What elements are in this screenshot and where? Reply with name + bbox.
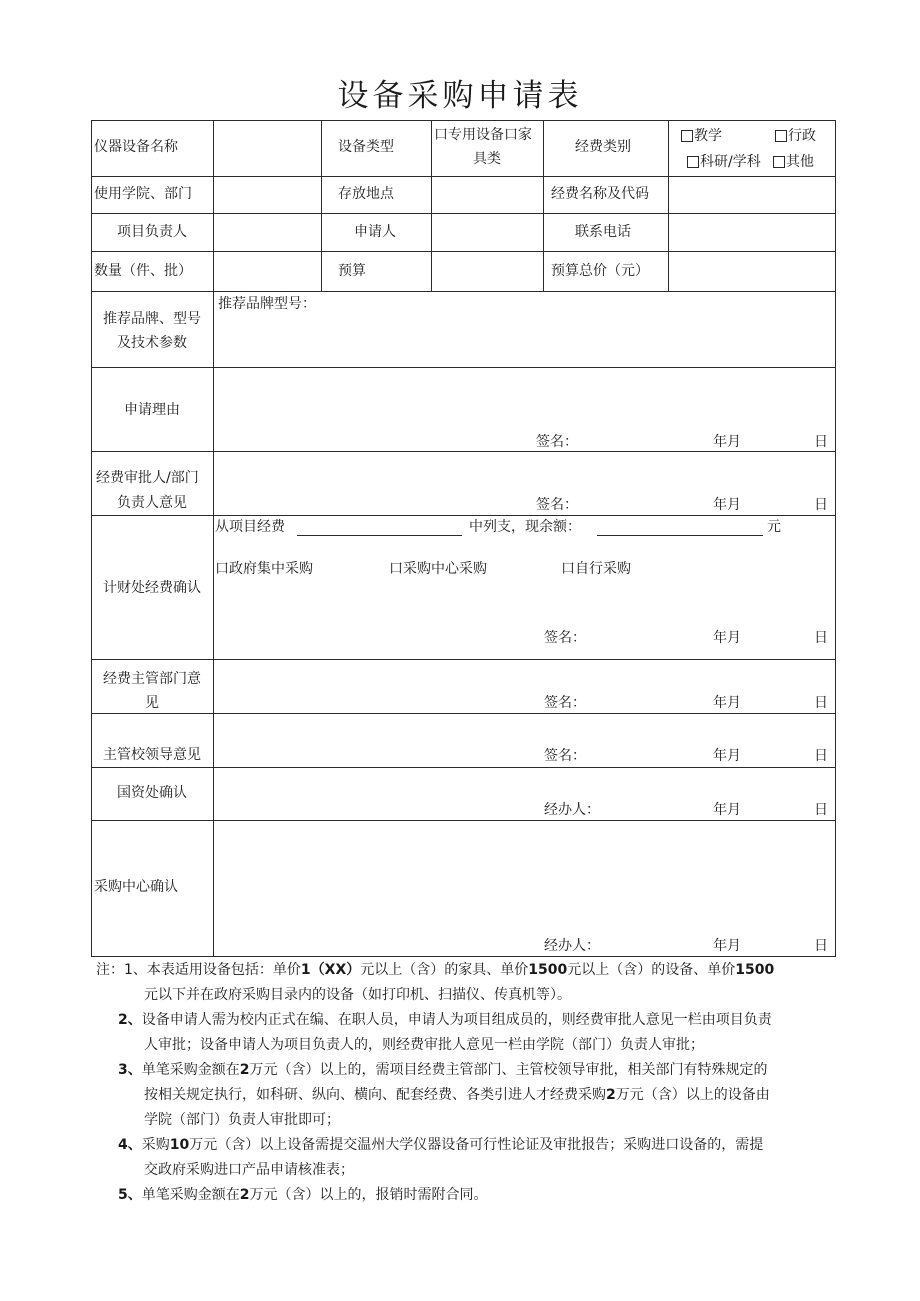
device-type-option-line2: 具类 <box>473 151 501 167</box>
device-type-option-line1[interactable]: 口专用设备口家 <box>434 127 532 143</box>
signature-label: 签名： <box>544 748 586 764</box>
leader-label: 主管校领导意见 <box>103 747 201 763</box>
funding-type-label: 经费类别 <box>575 139 631 155</box>
signature-label: 签名： <box>536 434 578 450</box>
budget-input[interactable] <box>432 252 543 291</box>
proc-center-input[interactable] <box>214 821 835 931</box>
proc-option-government[interactable]: 口政府集中采购 <box>215 561 313 577</box>
checkbox-icon[interactable] <box>773 156 785 168</box>
fund-name-input[interactable] <box>669 177 835 213</box>
date-day: 日 <box>814 497 828 513</box>
note-1-line1: 注：1、本表适用设备包括：单价1（XX）元以上（含）的家具、单价1500元以上（含）的设备、单价1500 <box>96 962 775 978</box>
budget-total-label: 预算总价（元） <box>551 263 649 279</box>
brand-label-line2: 及技术参数 <box>117 335 187 351</box>
column-divider <box>543 120 544 292</box>
finance-from-project: 从项目经费 <box>215 519 285 535</box>
brand-input[interactable] <box>214 314 835 367</box>
dept-label-line1: 经费主管部门意 <box>103 671 201 687</box>
note-3-line3: 学院（部门）负责人审批即可； <box>144 1112 340 1128</box>
brand-field-hint: 推荐品牌型号： <box>218 296 316 312</box>
project-leader-input[interactable] <box>214 214 321 251</box>
date-year-month: 年月 <box>713 802 741 818</box>
date-year-month: 年月 <box>713 630 741 646</box>
table-border-right <box>835 120 836 957</box>
note-3-line2: 按相关规定执行，如科研、纵向、横向、配套经费、各类引进人才经费采购2万元（含）以上的设备由 <box>144 1087 770 1103</box>
reason-input[interactable] <box>214 368 835 428</box>
row-divider <box>91 515 836 516</box>
checkbox-icon[interactable] <box>687 156 699 168</box>
date-day: 日 <box>814 748 828 764</box>
location-input[interactable] <box>432 177 543 213</box>
signature-label: 签名： <box>536 497 578 513</box>
signature-label: 签名： <box>544 695 586 711</box>
fund-option-research[interactable]: 科研/学科 <box>687 153 761 171</box>
fund-option-other[interactable]: 其他 <box>773 153 814 171</box>
budget-label: 预算 <box>338 263 366 279</box>
date-day: 日 <box>814 630 828 646</box>
fund-name-label: 经费名称及代码 <box>551 186 649 202</box>
phone-label: 联系电话 <box>575 224 631 240</box>
finance-currency: 元 <box>767 519 781 535</box>
college-label: 使用学院、部门 <box>94 186 192 202</box>
column-divider <box>321 120 322 292</box>
note-2-line2: 人审批；设备申请人为项目负责人的，则经费审批人意见一栏由学院（部门）负责人审批； <box>144 1037 704 1053</box>
checkbox-icon[interactable] <box>775 130 787 142</box>
date-day: 日 <box>814 695 828 711</box>
device-name-label: 仪器设备名称 <box>94 139 178 155</box>
fund-option-teaching[interactable]: 教学 <box>681 127 722 145</box>
device-type-label: 设备类型 <box>338 139 394 155</box>
note-1-line2: 元以下并在政府采购目录内的设备（如打印机、扫描仪、传真机等）。 <box>144 987 571 1003</box>
reason-label: 申请理由 <box>124 402 180 418</box>
quantity-label: 数量（件、批） <box>94 263 192 279</box>
assets-input[interactable] <box>214 768 835 798</box>
location-label: 存放地点 <box>338 186 394 202</box>
handler-label: 经办人： <box>544 938 600 954</box>
date-year-month: 年月 <box>713 434 741 450</box>
assets-label: 国资处确认 <box>117 785 187 801</box>
applicant-label: 申请人 <box>354 224 396 240</box>
date-day: 日 <box>814 434 828 450</box>
approver-label-line1: 经费审批人/部门 <box>96 470 199 486</box>
balance-blank[interactable] <box>597 535 763 536</box>
note-3-line1: 3、单笔采购金额在2万元（含）以上的，需项目经费主管部门、主管校领导审批，相关部门有特殊规定的 <box>118 1062 768 1078</box>
row-divider <box>91 291 836 292</box>
table-border-bottom <box>91 956 836 957</box>
page-title: 设备采购申请表 <box>337 78 583 114</box>
project-fund-blank[interactable] <box>297 535 462 536</box>
note-4-line2: 交政府采购进口产品申请核准表； <box>144 1162 354 1178</box>
table-border-top <box>91 120 836 121</box>
dept-label-line2: 见 <box>145 695 159 711</box>
handler-label: 经办人： <box>544 802 600 818</box>
approver-input[interactable] <box>214 452 835 492</box>
finance-label: 计财处经费确认 <box>103 580 201 596</box>
project-leader-label: 项目负责人 <box>117 224 187 240</box>
finance-balance-label: 中列支，现余额： <box>469 519 581 535</box>
proc-option-center[interactable]: 口采购中心采购 <box>389 561 487 577</box>
date-year-month: 年月 <box>713 748 741 764</box>
application-form-table <box>91 120 836 957</box>
leader-opinion-input[interactable] <box>214 714 835 744</box>
date-year-month: 年月 <box>713 497 741 513</box>
applicant-input[interactable] <box>432 214 543 251</box>
proc-option-self[interactable]: 口自行采购 <box>561 561 631 577</box>
note-5-line1: 5、单笔采购金额在2万元（含）以上的，报销时需附合同。 <box>118 1187 488 1203</box>
dept-opinion-input[interactable] <box>214 660 835 690</box>
checkbox-icon[interactable] <box>681 130 693 142</box>
quantity-input[interactable] <box>214 252 321 291</box>
phone-input[interactable] <box>669 214 835 251</box>
date-year-month: 年月 <box>713 938 741 954</box>
note-4-line1: 4、采购10万元（含）以上设备需提交温州大学仪器设备可行性论证及审批报告；采购进口设备的，需提 <box>118 1137 764 1153</box>
date-day: 日 <box>814 802 828 818</box>
table-border-left <box>91 120 92 957</box>
note-2-line1: 2、设备申请人需为校内正式在编、在职人员，申请人为项目组成员的，则经费审批人意见一栏由项目负责 <box>118 1012 772 1028</box>
proc-center-label: 采购中心确认 <box>94 879 178 895</box>
budget-total-input[interactable] <box>669 252 835 291</box>
fund-option-admin[interactable]: 行政 <box>775 127 816 145</box>
approver-label-line2: 负责人意见 <box>117 495 187 511</box>
signature-label: 签名： <box>544 630 586 646</box>
date-day: 日 <box>814 938 828 954</box>
college-input[interactable] <box>214 177 321 213</box>
brand-label-line1: 推荐品牌、型号 <box>103 311 201 327</box>
date-year-month: 年月 <box>713 695 741 711</box>
